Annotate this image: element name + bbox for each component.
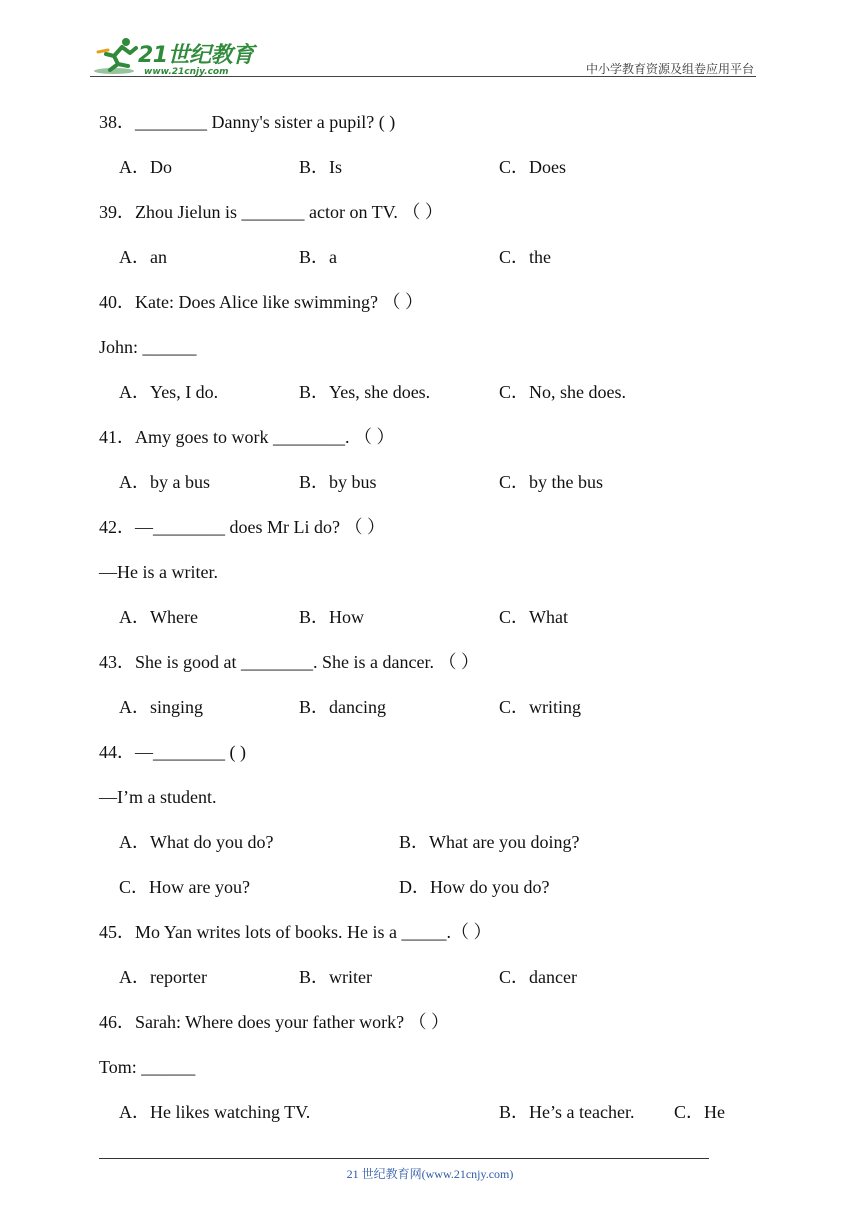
answer-option: B．by bus xyxy=(299,472,377,492)
dialogue-line: John: ______ xyxy=(99,337,197,357)
answer-option: A．by a bus xyxy=(119,472,210,492)
logo-title: 21世纪教育 xyxy=(138,43,254,68)
options-row xyxy=(99,824,759,869)
answer-option: A．reporter xyxy=(119,967,207,987)
answer-option: C．How are you? xyxy=(119,877,250,897)
question-stem xyxy=(99,644,759,689)
answer-option: B．writer xyxy=(299,967,372,987)
answer-option: C．by the bus xyxy=(499,472,604,492)
question-stem xyxy=(99,734,759,779)
answer-option: A．an xyxy=(119,247,167,267)
options-row xyxy=(99,374,759,419)
question-number: 43． xyxy=(99,652,135,672)
page-header xyxy=(90,30,756,78)
options-row xyxy=(99,599,759,644)
dialogue-line: —I’m a student. xyxy=(99,787,217,807)
question-stem xyxy=(99,104,759,149)
options-row xyxy=(99,239,759,284)
question-text: Kate: Does Alice like swimming? （ ） xyxy=(135,292,423,312)
answer-option: A．Do xyxy=(119,157,172,177)
footer-divider xyxy=(99,1158,709,1159)
question-stem xyxy=(99,914,759,959)
question-text: Mo Yan writes lots of books. He is a _____.（ ） xyxy=(135,922,492,942)
options-row xyxy=(99,149,759,194)
answer-option: B．What are you doing? xyxy=(399,832,580,852)
answer-option: A．Yes, I do. xyxy=(119,382,219,402)
answer-option: C．Does xyxy=(499,157,566,177)
answer-option: B．dancing xyxy=(299,697,386,717)
question-number: 44． xyxy=(99,742,135,762)
answer-option: B．Yes, she does. xyxy=(299,382,431,402)
answer-option: B．He’s a teacher. xyxy=(499,1102,635,1122)
question-number: 41． xyxy=(99,427,135,447)
question-text: Sarah: Where does your father work? （ ） xyxy=(135,1012,450,1032)
footer-text: 21 世纪教育网(www.21cnjy.com) xyxy=(346,1167,514,1181)
question-text: Zhou Jielun is _______ actor on TV. （ ） xyxy=(135,202,443,222)
answer-option: A．Where xyxy=(119,607,198,627)
options-row xyxy=(99,1094,759,1139)
dialogue-line: —He is a writer. xyxy=(99,562,218,582)
question-text: ________ Danny's sister a pupil? ( ) xyxy=(135,112,396,132)
answer-option: D．How do you do? xyxy=(399,877,550,897)
options-row xyxy=(99,869,759,914)
answer-option: C．writing xyxy=(499,697,582,717)
answer-option: B．Is xyxy=(299,157,343,177)
answer-option: C．No, she does. xyxy=(499,382,626,402)
dialogue-line: Tom: ______ xyxy=(99,1057,196,1077)
question-text: —________ does Mr Li do? （ ） xyxy=(135,517,385,537)
question-text: Amy goes to work ________. （ ） xyxy=(135,427,395,447)
logo-url: www.21cnjy.com xyxy=(144,67,229,77)
options-row xyxy=(99,689,759,734)
answer-option: B．a xyxy=(299,247,337,267)
question-number: 45． xyxy=(99,922,135,942)
question-number: 38． xyxy=(99,112,135,132)
answer-option: C．dancer xyxy=(499,967,577,987)
answer-option: C．He xyxy=(674,1102,725,1122)
question-stem xyxy=(99,1004,759,1049)
question-list xyxy=(99,104,759,1139)
answer-option: C．What xyxy=(499,607,568,627)
header-divider xyxy=(90,76,756,77)
question-number: 46． xyxy=(99,1012,135,1032)
question-text: She is good at ________. She is a dancer. （ ） xyxy=(135,652,479,672)
answer-option: C．the xyxy=(499,247,551,267)
question-stem xyxy=(99,419,759,464)
runner-logo-icon xyxy=(92,36,140,76)
question-number: 40． xyxy=(99,292,135,312)
answer-option: B．How xyxy=(299,607,365,627)
question-number: 42． xyxy=(99,517,135,537)
question-text: —________ ( ) xyxy=(135,742,246,762)
question-number: 39． xyxy=(99,202,135,222)
options-row xyxy=(99,959,759,1004)
answer-option: A．What do you do? xyxy=(119,832,274,852)
answer-option: A．He likes watching TV. xyxy=(119,1102,311,1122)
header-platform-text: 中小学教育资源及组卷应用平台 xyxy=(585,62,754,76)
question-stem xyxy=(99,194,759,239)
site-logo xyxy=(90,36,260,78)
options-row xyxy=(99,464,759,509)
question-stem xyxy=(99,509,759,554)
question-stem xyxy=(99,284,759,329)
answer-option: A．singing xyxy=(119,697,204,717)
